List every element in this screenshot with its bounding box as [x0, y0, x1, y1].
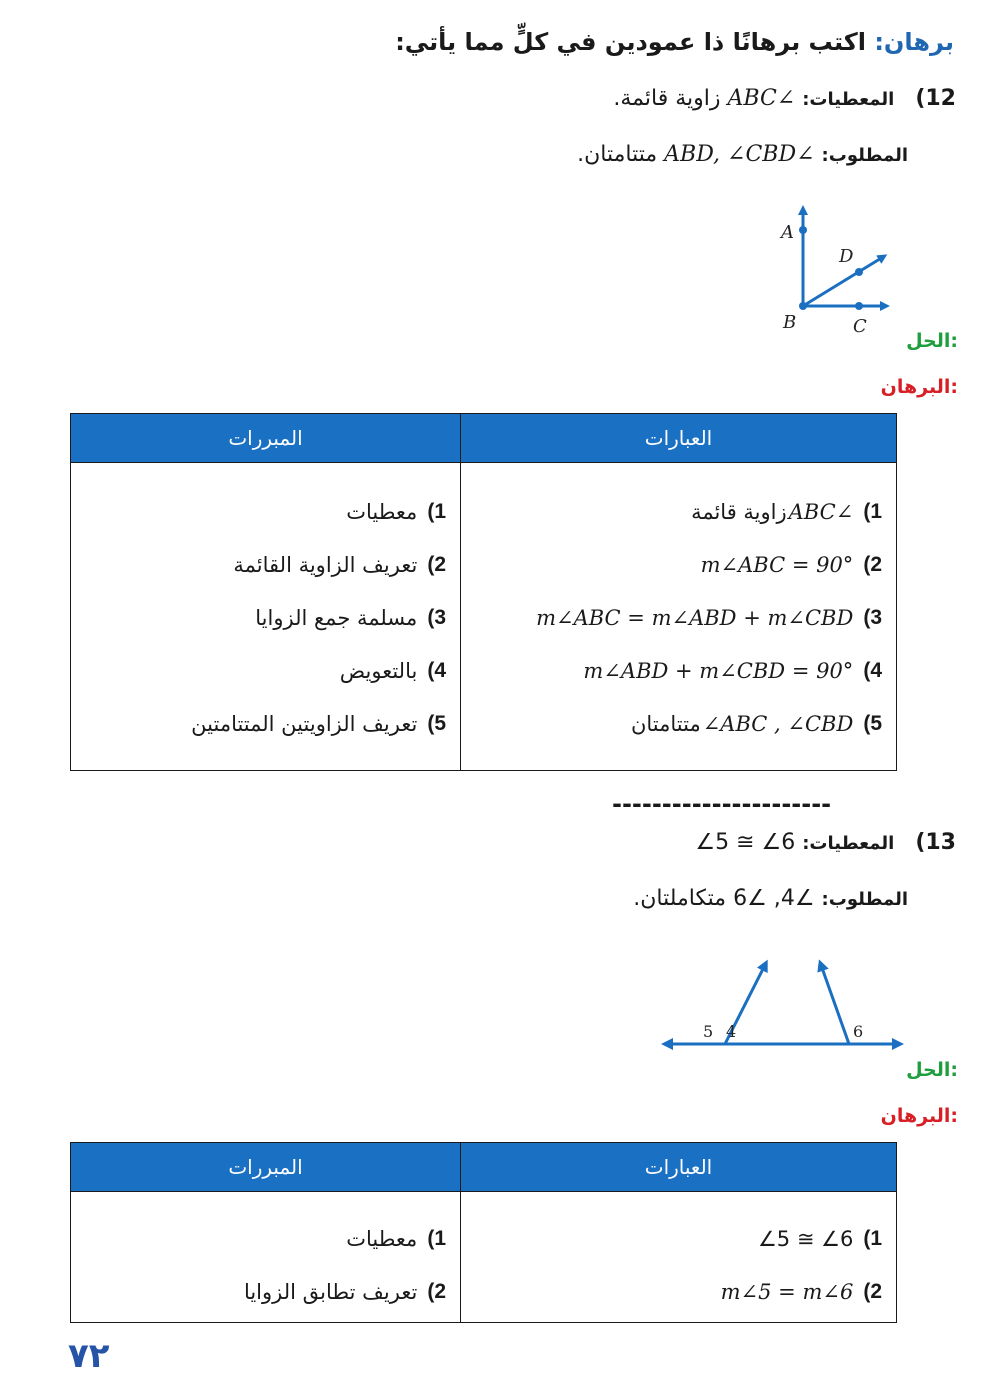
p13-proof-table	[70, 1142, 897, 1323]
section-header	[395, 28, 954, 56]
reason-row	[71, 591, 460, 644]
statement-row	[461, 1212, 896, 1265]
reason-row	[71, 538, 460, 591]
reason-row	[71, 697, 460, 750]
statement-row	[461, 485, 896, 538]
p13-figure	[655, 955, 910, 1060]
p12-prove-math: ∠ABD, ∠CBD	[664, 142, 815, 167]
label-a: A	[781, 222, 794, 243]
reason-text: معطيات	[346, 1226, 418, 1251]
p13-prove-math: ∠4, ∠6	[733, 886, 815, 911]
p12-prove-line	[577, 142, 908, 167]
right-ray	[821, 965, 849, 1044]
statement-num: 1)	[863, 499, 882, 523]
reason-num: 3)	[427, 605, 446, 629]
header-label: برهان:	[874, 28, 954, 56]
statement-num: 1)	[863, 1226, 882, 1250]
p13-given-label: المعطيات:	[802, 833, 895, 854]
p12-number: 12)	[915, 86, 956, 111]
reason-num: 5)	[427, 711, 446, 735]
p12-reasons-cell	[71, 463, 461, 771]
p12-proof-label: البرهان:	[880, 376, 958, 398]
statement-num: 2)	[863, 1279, 882, 1303]
p12-given-label: المعطيات:	[802, 89, 895, 110]
statement-row	[461, 697, 896, 750]
p13-number: 13)	[915, 830, 956, 855]
p13-proof-label: البرهان:	[880, 1105, 958, 1127]
statement-text: زاوية قائمة	[691, 499, 787, 524]
label-d: D	[839, 246, 854, 267]
point-c	[855, 302, 863, 310]
statement-math: m∠ABC = m∠ABD + m∠CBD	[536, 605, 854, 630]
statement-row	[461, 644, 896, 697]
label-b: B	[783, 312, 797, 333]
point-a	[799, 226, 807, 234]
angle-label-5: 5	[703, 1022, 714, 1041]
reason-row	[71, 1265, 460, 1318]
statement-row	[461, 591, 896, 644]
p13-prove-line	[633, 886, 908, 911]
p13-col-reasons: المبررات	[71, 1143, 461, 1192]
statement-row	[461, 538, 896, 591]
reason-num: 1)	[427, 1226, 446, 1250]
reason-row	[71, 1212, 460, 1265]
reason-num: 2)	[427, 552, 446, 576]
p12-proof-table	[70, 413, 897, 771]
statement-row	[461, 1265, 896, 1318]
p12-solution-label: الحل:	[906, 330, 958, 352]
statement-math: ∠ABC , ∠CBD	[702, 711, 854, 736]
statement-math: m∠ABC = 90°	[700, 552, 854, 577]
reason-text: بالتعويض	[339, 658, 418, 683]
statement-num: 4)	[863, 658, 882, 682]
p12-col-statements: العبارات	[461, 414, 897, 463]
p13-statements-cell	[461, 1192, 897, 1323]
p13-given-line	[695, 830, 956, 855]
reason-text: تعريف الزاوية القائمة	[233, 552, 418, 577]
p13-col-statements: العبارات	[461, 1143, 897, 1192]
reason-num: 2)	[427, 1279, 446, 1303]
separator-dashes: ----------------------	[612, 790, 832, 810]
reason-num: 4)	[427, 658, 446, 682]
reason-text: معطيات	[346, 499, 418, 524]
statement-num: 2)	[863, 552, 882, 576]
p12-given-text: زاوية قائمة.	[613, 86, 721, 111]
reason-text: تعريف الزاويتين المتتامتين	[191, 711, 418, 736]
p13-given-math: ∠5 ≅ ∠6	[695, 830, 796, 855]
reason-row	[71, 485, 460, 538]
statement-math: ∠ABC	[788, 499, 854, 524]
p12-statements-cell	[461, 463, 897, 771]
page-number: ٧٢	[68, 1336, 110, 1376]
p12-prove-text: متتامتان.	[577, 142, 658, 167]
statement-math: m∠ABD + m∠CBD = 90°	[583, 658, 854, 683]
statement-text: متتامتان	[630, 711, 701, 736]
angle-label-4: 4	[726, 1022, 737, 1041]
label-c: C	[853, 316, 867, 337]
p13-solution-label: الحل:	[906, 1059, 958, 1081]
p12-prove-label: المطلوب:	[821, 145, 908, 166]
point-b	[799, 302, 807, 310]
reason-text: تعريف تطابق الزوايا	[243, 1279, 418, 1304]
reason-num: 1)	[427, 499, 446, 523]
p13-prove-label: المطلوب:	[821, 889, 908, 910]
statement-num: 5)	[863, 711, 882, 735]
statement-math: ∠5 ≅ ∠6	[757, 1226, 854, 1251]
p13-prove-text: متكاملتان.	[633, 886, 727, 911]
p12-figure	[775, 198, 905, 343]
p12-col-reasons: المبررات	[71, 414, 461, 463]
header-instruction: اكتب برهانًا ذا عمودين في كلٍّ مما يأتي:	[395, 28, 866, 56]
statement-math: m∠5 = m∠6	[720, 1279, 854, 1304]
p12-given-math: ∠ABC	[727, 86, 796, 111]
angle-label-6: 6	[853, 1022, 864, 1041]
reason-text: مسلمة جمع الزوايا	[255, 605, 418, 630]
p13-reasons-cell	[71, 1192, 461, 1323]
p12-given-line	[613, 86, 956, 111]
reason-row	[71, 644, 460, 697]
point-d	[855, 268, 863, 276]
statement-num: 3)	[863, 605, 882, 629]
